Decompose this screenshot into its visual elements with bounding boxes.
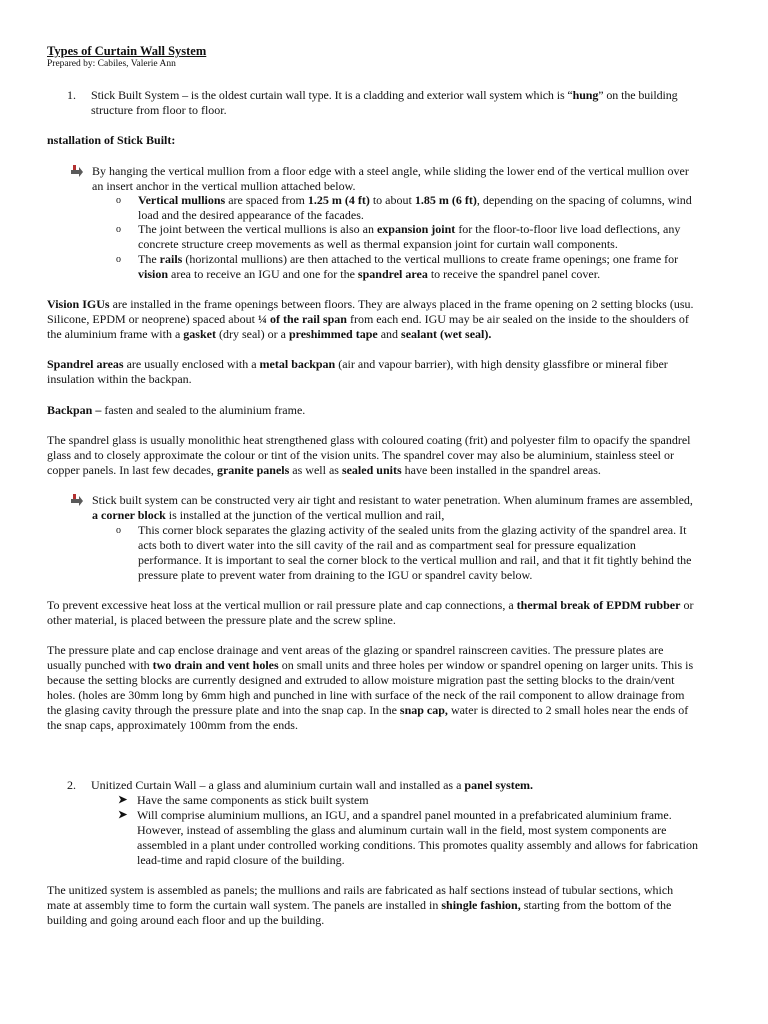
bullet-1-line-2: an insert anchor in the vertical mullion attached below. [92,179,356,193]
unitized-line-3: building and going around each floor and up the building. [47,913,325,927]
corner-block-line-3: performance. It is important to seal the corner block to the vertical mullion and rail, and that it fit tightly behind the [138,553,692,567]
backpan: Backpan – [47,403,102,417]
gasket: gasket [183,327,216,341]
text: are installed in the frame openings between floors. They are always placed in the frame opening on 2 setting blocks (usu. [109,297,694,311]
bullet-2-line-1: Stick built system can be constructed very air tight and resistant to water penetration. When aluminum frames are assembled, [92,493,693,507]
arrow-item-2-line-3: assembled in a plant under controlled working conditions. This promotes quality assembly and allows for fabrication [137,838,698,852]
text: to about [369,193,415,207]
text: the glasing cavity through the pressure plate and into the snap cap. In the [47,703,400,717]
heatloss-line-2: other material, is placed between the pressure plate and the screw spline. [47,613,396,627]
corner-block-line-1: This corner block separates the glazing activity of the sealed units from the glazing activity of the spandrel area. It [138,523,687,537]
spandrel-line-2: insulation within the backpan. [47,372,192,386]
section-2-line-1 [91,778,533,793]
text: for the floor-to-floor live load deflections, any [455,222,681,236]
pressure-line-5 [47,703,688,718]
bullet-1-line-1: By hanging the vertical mullion from a floor edge with a steel angle, while sliding the lower end of the vertical mullion over [92,164,689,178]
text: area to receive an IGU and one for the [168,267,358,281]
text: usually punched with [47,658,153,672]
pressure-line-6: the snap caps, approximately 100mm from the ends. [47,718,298,732]
text: fasten and sealed to the aluminium frame. [101,403,306,417]
section-1-line-1 [91,88,678,103]
drain-vent-holes: two drain and vent holes [152,658,279,672]
value-1: 1.25 m (4 ft) [307,193,370,207]
panel-system: panel system. [464,778,534,792]
text: have been installed in the spandrel areas. [401,463,601,477]
text: Unitized Curtain Wall – a glass and aluminium curtain wall and installed as a [91,778,465,792]
text: are spaced from [225,193,308,207]
vision-igus: Vision IGUs [47,297,110,311]
text: Silicone, EPDM or neoprene) spaced about [47,312,258,326]
text: to receive the spandrel panel cover. [427,267,601,281]
chevron-bullet-icon: ➤ [118,809,128,821]
text: are usually enclosed with a [123,357,260,371]
value-2: 1.85 m (6 ft) [414,193,477,207]
sub-bullet-3-line-2 [138,267,600,282]
text: from each end. IGU may be air sealed on the inside to the shoulders of [346,312,689,326]
rail-span: ¼ of the rail span [257,312,347,326]
heatloss-line-1 [47,598,693,613]
text: copper panels. In last few decades, [47,463,217,477]
thermal-break: thermal break of EPDM rubber [516,598,681,612]
text: (dry seal) or a [215,327,289,341]
sub-bullet-3-line-1 [138,252,678,267]
vision-line-3 [47,327,491,342]
text: as well as [289,463,342,477]
prepared-by: Prepared by: Cabiles, Valerie Ann [47,59,176,69]
arrow-item-2-line-2: However, instead of assembling the glass and aluminum curtain wall in the field, most system components are [137,823,667,837]
section-1-text-end: ” on the building [598,88,678,102]
backpan-line [47,403,305,418]
sub-bullet-icon: o [116,195,121,206]
expansion-joint: expansion joint [376,222,456,236]
text: mate at assembly time to form the curtain wall system. The panels are installed in [47,898,442,912]
corner-block-line-4: pressure plate to prevent water from draining to the IGU or spandrel cavity below. [138,568,533,582]
pressure-line-2 [47,658,693,673]
spandrel-area: spandrel area [357,267,428,281]
vision-line-2 [47,312,689,327]
text: starting from the bottom of the [520,898,672,912]
spandrel-line-1 [47,357,668,372]
preshimmed-tape: preshimmed tape [288,327,378,341]
text: water is directed to 2 small holes near the ends of [447,703,689,717]
sub-bullet-icon: o [116,224,121,235]
rails: rails [159,252,183,266]
vision: vision [138,267,169,281]
sealed-units: sealed units [341,463,402,477]
bullet-2-line-2 [92,508,444,523]
section-1-hung: hung [572,88,599,102]
sub-bullet-2-line-1 [138,222,680,237]
metal-backpan: metal backpan [259,357,336,371]
vertical-mullions: Vertical mullions [138,193,226,207]
sub-bullet-icon: o [116,525,121,536]
chevron-bullet-icon: ➤ [118,794,128,806]
corner-block: a corner block [92,508,166,522]
unitized-line-2 [47,898,671,913]
section-2-number: 2. [67,778,76,792]
text: The [138,252,160,266]
section-1-line-2: structure from floor to floor. [91,103,227,117]
installation-heading: nstallation of Stick Built: [47,133,176,147]
document-title: Types of Curtain Wall System [47,44,207,58]
text: (air and vapour barrier), with high density glassfibre or mineral fiber [335,357,668,371]
pressure-line-4: holes. (holes are 30mm long by 6mm high and punched in line with surface of the neck of the rail component to allow drainage from [47,688,685,702]
arrow-item-2-line-4: lead-time and rapid closure of the building. [137,853,345,867]
arrow-bullet-icon [70,164,84,178]
pressure-line-3: because the setting blocks are currently designed and extruded to allow moisture migration past the setting blocks to the drain/vent [47,673,675,687]
glass-line-1: The spandrel glass is usually monolithic heat strengthened glass with coloured coating (frit) and polyester film to opacify the spandrel [47,433,691,447]
sub-bullet-2-line-2: concrete structure creep movements as well as thermal expansion joint for curtain wall components. [138,237,618,251]
arrow-bullet-icon [70,493,84,507]
snap-cap: snap cap, [399,703,448,717]
spandrel-areas: Spandrel areas [47,357,124,371]
corner-block-line-2: acts both to divert water into the sill cavity of the rail and as compartment seal for pressure equalization [138,538,636,552]
sub-bullet-1-line-1 [138,193,692,208]
glass-line-2: glass and to closely approximate the colour or tint of the vision units. The spandrel cover may also be aluminium, stainless steel or [47,448,674,462]
text: or [680,598,694,612]
section-1-number: 1. [67,88,76,102]
sub-bullet-icon: o [116,254,121,265]
text: (horizontal mullions) are then attached to the vertical mullions to create frame openings; one frame for [182,252,679,266]
text: is installed at the junction of the vertical mullion and rail, [165,508,445,522]
text: the aluminium frame with a [47,327,184,341]
sealant: sealant (wet seal). [401,327,492,341]
sub-bullet-1-line-2: load and the desired appearance of the facades. [138,208,364,222]
text: on small units and three holes per window or spandrel opening on larger units. This is [278,658,694,672]
text: and [377,327,402,341]
text: The joint between the vertical mullions is also an [138,222,377,236]
shingle-fashion: shingle fashion, [441,898,521,912]
glass-line-3 [47,463,601,478]
text: , depending on the spacing of columns, wind [476,193,692,207]
granite-panels: granite panels [216,463,290,477]
vision-line-1 [47,297,694,312]
section-1-text: Stick Built System – is the oldest curtain wall type. It is a cladding and exterior wall system which is “ [91,88,573,102]
unitized-line-1: The unitized system is assembled as panels; the mullions and rails are fabricated as half sections instead of tubular sections, which [47,883,674,897]
pressure-line-1: The pressure plate and cap enclose drainage and vent areas of the glazing or spandrel rainscreen cavities. The pressure plates are [47,643,664,657]
arrow-item-2-line-1: Will comprise aluminium mullions, an IGU, and a spandrel panel mounted in a prefabricated aluminium frame. [137,808,672,822]
arrow-item-1: Have the same components as stick built system [137,793,369,807]
text: To prevent excessive heat loss at the vertical mullion or rail pressure plate and cap connections, a [47,598,517,612]
